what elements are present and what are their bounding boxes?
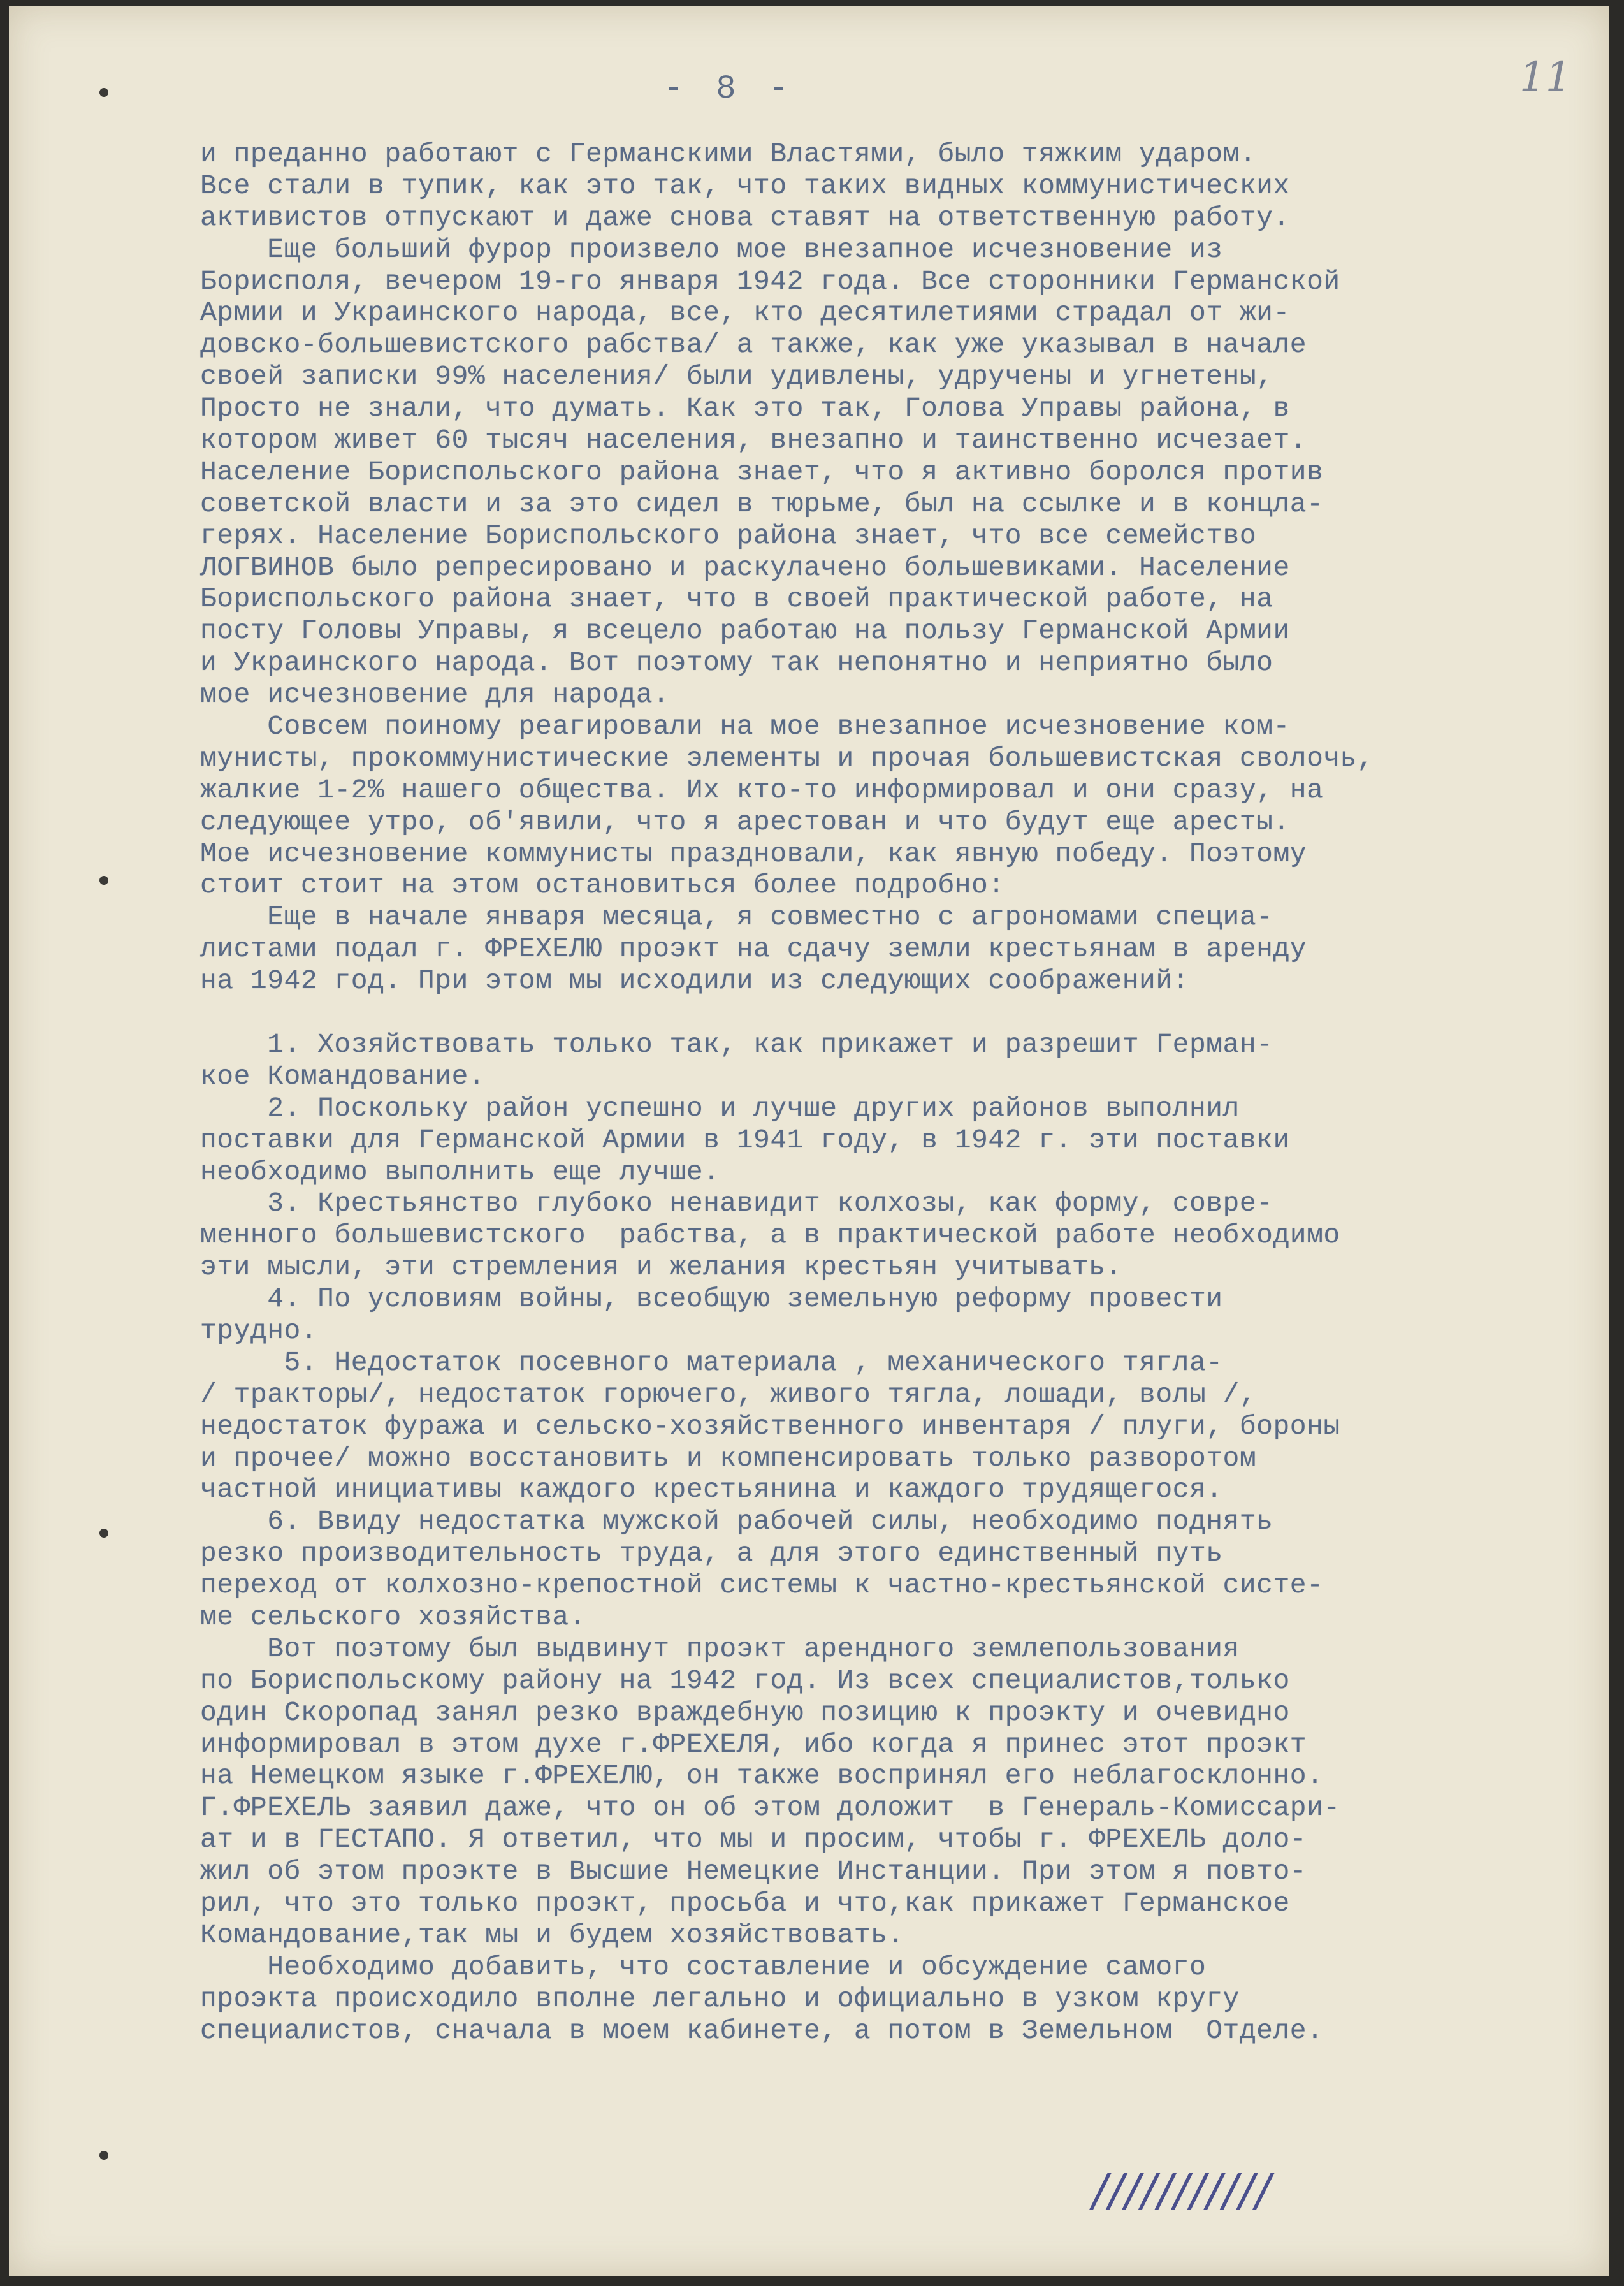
typed-body-text: [200, 138, 1602, 2046]
text-line: своей записки 99% населения/ были удивлены, удручены и угнетены,: [200, 361, 1273, 393]
text-line: резко производительность труда, а для этого единственный путь: [200, 1538, 1223, 1569]
text-line: Г.ФРЕХЕЛЬ заявил даже, что он об этом доложит в Генераль-Комиссари-: [200, 1792, 1340, 1824]
text-line: специалистов, сначала в моем кабинете, а потом в Земельном Отделе.: [200, 2014, 1324, 2046]
closing-marks: ///////////: [1092, 2164, 1272, 2217]
text-line: Борисполя, вечером 19-го января 1942 года. Все сторонники Германской: [200, 265, 1340, 297]
text-line: и Украинского народа. Вот поэтому так непонятно и неприятно было: [200, 647, 1273, 679]
text-line: частной инициативы каждого крестьянина и каждого трудящегося.: [200, 1474, 1223, 1506]
text-line: Бориспольского района знает, что в своей практической работе, на: [200, 583, 1273, 615]
text-line: Совсем поиному реагировали на мое внезапное исчезновение ком-: [200, 711, 1290, 743]
text-line: 6. Ввиду недостатка мужской рабочей силы, необходимо поднять: [200, 1506, 1273, 1538]
text-line: менного большевистского рабства, а в практической работе необходимо: [200, 1219, 1340, 1251]
text-line: мое исчезновение для народа.: [200, 679, 670, 711]
text-line: 1. Хозяйствовать только так, как прикажет и разрешит Герман-: [200, 1028, 1273, 1060]
text-line: Просто не знали, что думать. Как это так, Голова Управы района, в: [200, 393, 1290, 425]
text-line: довско-большевистского рабства/ а также, как уже указывал в начале: [200, 329, 1307, 361]
punch-hole: [99, 2151, 108, 2160]
text-line: Командование,так мы и будем хозяйствовать.: [200, 1919, 904, 1951]
text-line: недостаток фуража и сельско-хозяйственного инвентаря / плуги, бороны: [200, 1410, 1340, 1442]
text-line: Население Бориспольского района знает, что я активно боролся против: [200, 456, 1324, 488]
punch-hole: [99, 1529, 108, 1538]
text-line: поставки для Германской Армии в 1941 году, в 1942 г. эти поставки: [200, 1124, 1290, 1156]
text-line: 3. Крестьянство глубоко ненавидит колхозы, как форму, совре-: [200, 1188, 1273, 1219]
text-line: посту Головы Управы, я всецело работаю на пользу Германской Армии: [200, 615, 1290, 647]
text-line: 5. Недостаток посевного материала , механического тягла-: [200, 1346, 1223, 1378]
text-line: проэкта происходило вполне легально и официально в узком кругу: [200, 1983, 1240, 2014]
text-line: Армии и Украинского народа, все, кто десятилетиями страдал от жи-: [200, 297, 1290, 329]
text-line: один Скоропад занял резко враждебную позицию к проэкту и очевидно: [200, 1696, 1290, 1728]
text-line: советской власти и за это сидел в тюрьме, был на ссылке и в концла-: [200, 488, 1324, 520]
text-line: кое Командование.: [200, 1060, 486, 1092]
text-line: ме сельского хозяйства.: [200, 1601, 586, 1633]
punch-hole: [99, 876, 108, 885]
text-line: активистов отпускают и даже снова ставят на ответственную работу.: [200, 201, 1290, 233]
document-page: [9, 6, 1609, 2276]
text-line: эти мысли, эти стремления и желания крестьян учитывать.: [200, 1251, 1122, 1283]
text-line: [200, 997, 1602, 1029]
text-line: на 1942 год. При этом мы исходили из следующих соображений:: [200, 965, 1189, 997]
page-number: - 8 -: [663, 70, 795, 108]
text-line: 4. По условиям войны, всеобщую земельную реформу провести: [200, 1283, 1223, 1315]
text-line: / тракторы/, недостаток горючего, живого тягла, лошади, волы /,: [200, 1378, 1257, 1410]
text-line: следующее утро, об'явили, что я арестован и что будут еще аресты.: [200, 806, 1290, 838]
text-line: листами подал г. ФРЕХЕЛЮ проэкт на сдачу земли крестьянам в аренду: [200, 933, 1307, 965]
punch-hole: [99, 88, 108, 97]
text-line: ат и в ГЕСТАПО. Я ответил, что мы и просим, чтобы г. ФРЕХЕЛЬ доло-: [200, 1824, 1307, 1856]
folio-number: 11: [1519, 54, 1572, 101]
text-line: герях. Население Бориспольского района знает, что все семейство: [200, 520, 1257, 551]
text-line: стоит стоит на этом остановиться более подробно:: [200, 870, 1005, 901]
text-line: Еще в начале января месяца, я совместно с агрономами специа-: [200, 901, 1273, 933]
text-line: по Бориспольскому району на 1942 год. Из всех специалистов,только: [200, 1664, 1290, 1696]
text-line: переход от колхозно-крепостной системы к частно-крестьянской систе-: [200, 1569, 1324, 1601]
text-line: мунисты, прокоммунистические элементы и прочая большевистская сволочь,: [200, 742, 1374, 774]
text-line: рил, что это только проэкт, просьба и что,как прикажет Германское: [200, 1887, 1290, 1919]
text-line: информировал в этом духе г.ФРЕХЕЛЯ, ибо когда я принес этот проэкт: [200, 1728, 1307, 1760]
text-line: Необходимо добавить, что составление и обсуждение самого: [200, 1951, 1207, 1983]
text-line: Вот поэтому был выдвинут проэкт арендного землепользования: [200, 1633, 1240, 1664]
text-line: котором живет 60 тысяч населения, внезапно и таинственно исчезает.: [200, 425, 1307, 456]
text-line: Мое исчезновение коммунисты праздновали, как явную победу. Поэтому: [200, 838, 1307, 870]
text-line: и прочее/ можно восстановить и компенсировать только разворотом: [200, 1442, 1257, 1474]
text-line: трудно.: [200, 1314, 318, 1346]
text-line: и преданно работают с Германскими Властями, было тяжким ударом.: [200, 138, 1257, 170]
text-line: Еще больший фурор произвело мое внезапное исчезновение из: [200, 233, 1223, 265]
text-line: жил об этом проэкте в Высшие Немецкие Инстанции. При этом я повто-: [200, 1856, 1307, 1888]
text-line: необходимо выполнить еще лучше.: [200, 1156, 720, 1188]
text-line: на Немецком языке г.ФРЕХЕЛЮ, он также воспринял его неблагосклонно.: [200, 1760, 1324, 1792]
text-line: ЛОГВИНОВ было репресировано и раскулачено большевиками. Население: [200, 551, 1290, 583]
text-line: жалкие 1-2% нашего общества. Их кто-то информировал и они сразу, на: [200, 774, 1324, 806]
text-line: Все стали в тупик, как это так, что таких видных коммунистических: [200, 170, 1290, 201]
text-line: 2. Поскольку район успешно и лучше других районов выполнил: [200, 1092, 1240, 1124]
